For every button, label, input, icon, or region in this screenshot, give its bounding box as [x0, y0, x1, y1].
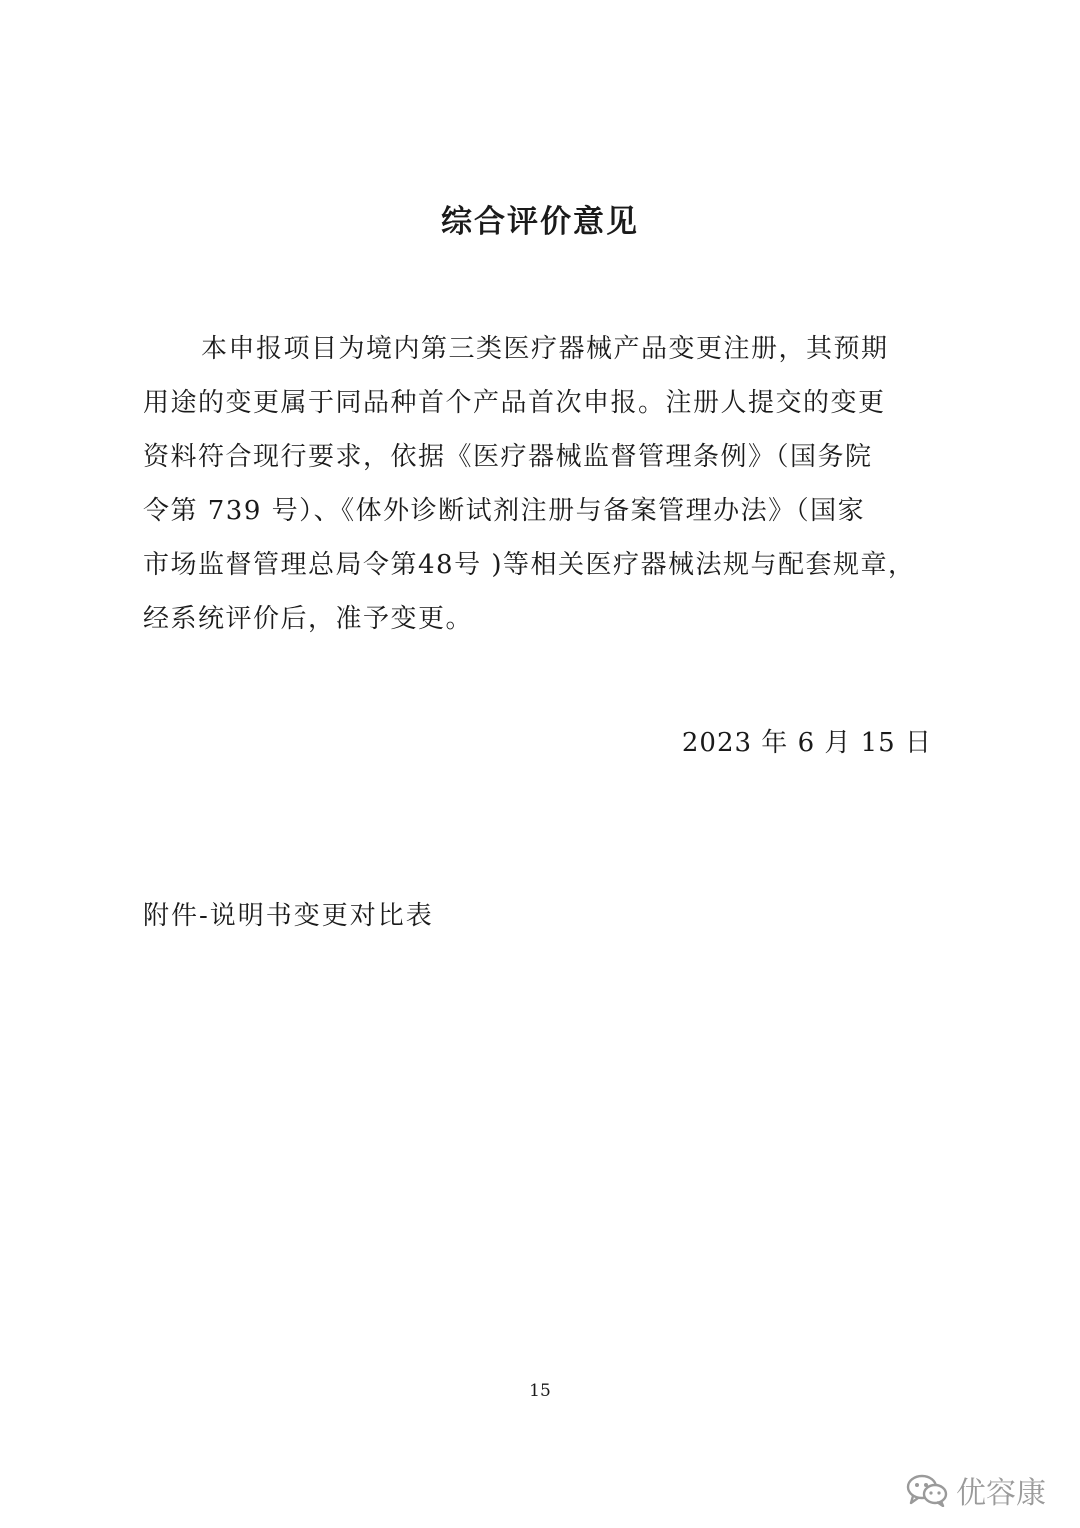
evaluation-paragraph [143, 322, 943, 646]
paragraph-line: 市场监督管理总局令第48号 )等相关医疗器械法规与配套规章， [143, 550, 916, 580]
attachment-label: 附件-说明书变更对比表 [143, 901, 434, 931]
page-number: 15 [529, 1381, 551, 1401]
document-date: 2023 年 6 月 15 日 [681, 728, 932, 758]
document-title: 综合评价意见 [441, 204, 639, 240]
watermark-text: 优容康 [956, 1476, 1046, 1511]
paragraph-line: 经系统评价后，准予变更。 [143, 604, 474, 634]
paragraph-line: 令第 739 号）、《体外诊断试剂注册与备案管理办法》（国家 [143, 496, 866, 526]
paragraph-line: 本申报项目为境内第三类医疗器械产品变更注册，其预期 [201, 334, 889, 364]
wechat-icon [906, 1473, 948, 1507]
watermark [906, 1468, 1046, 1512]
paragraph-line: 用途的变更属于同品种首个产品首次申报。注册人提交的变更 [143, 388, 886, 418]
paragraph-line: 资料符合现行要求，依据《医疗器械监督管理条例》（国务院 [143, 442, 873, 472]
